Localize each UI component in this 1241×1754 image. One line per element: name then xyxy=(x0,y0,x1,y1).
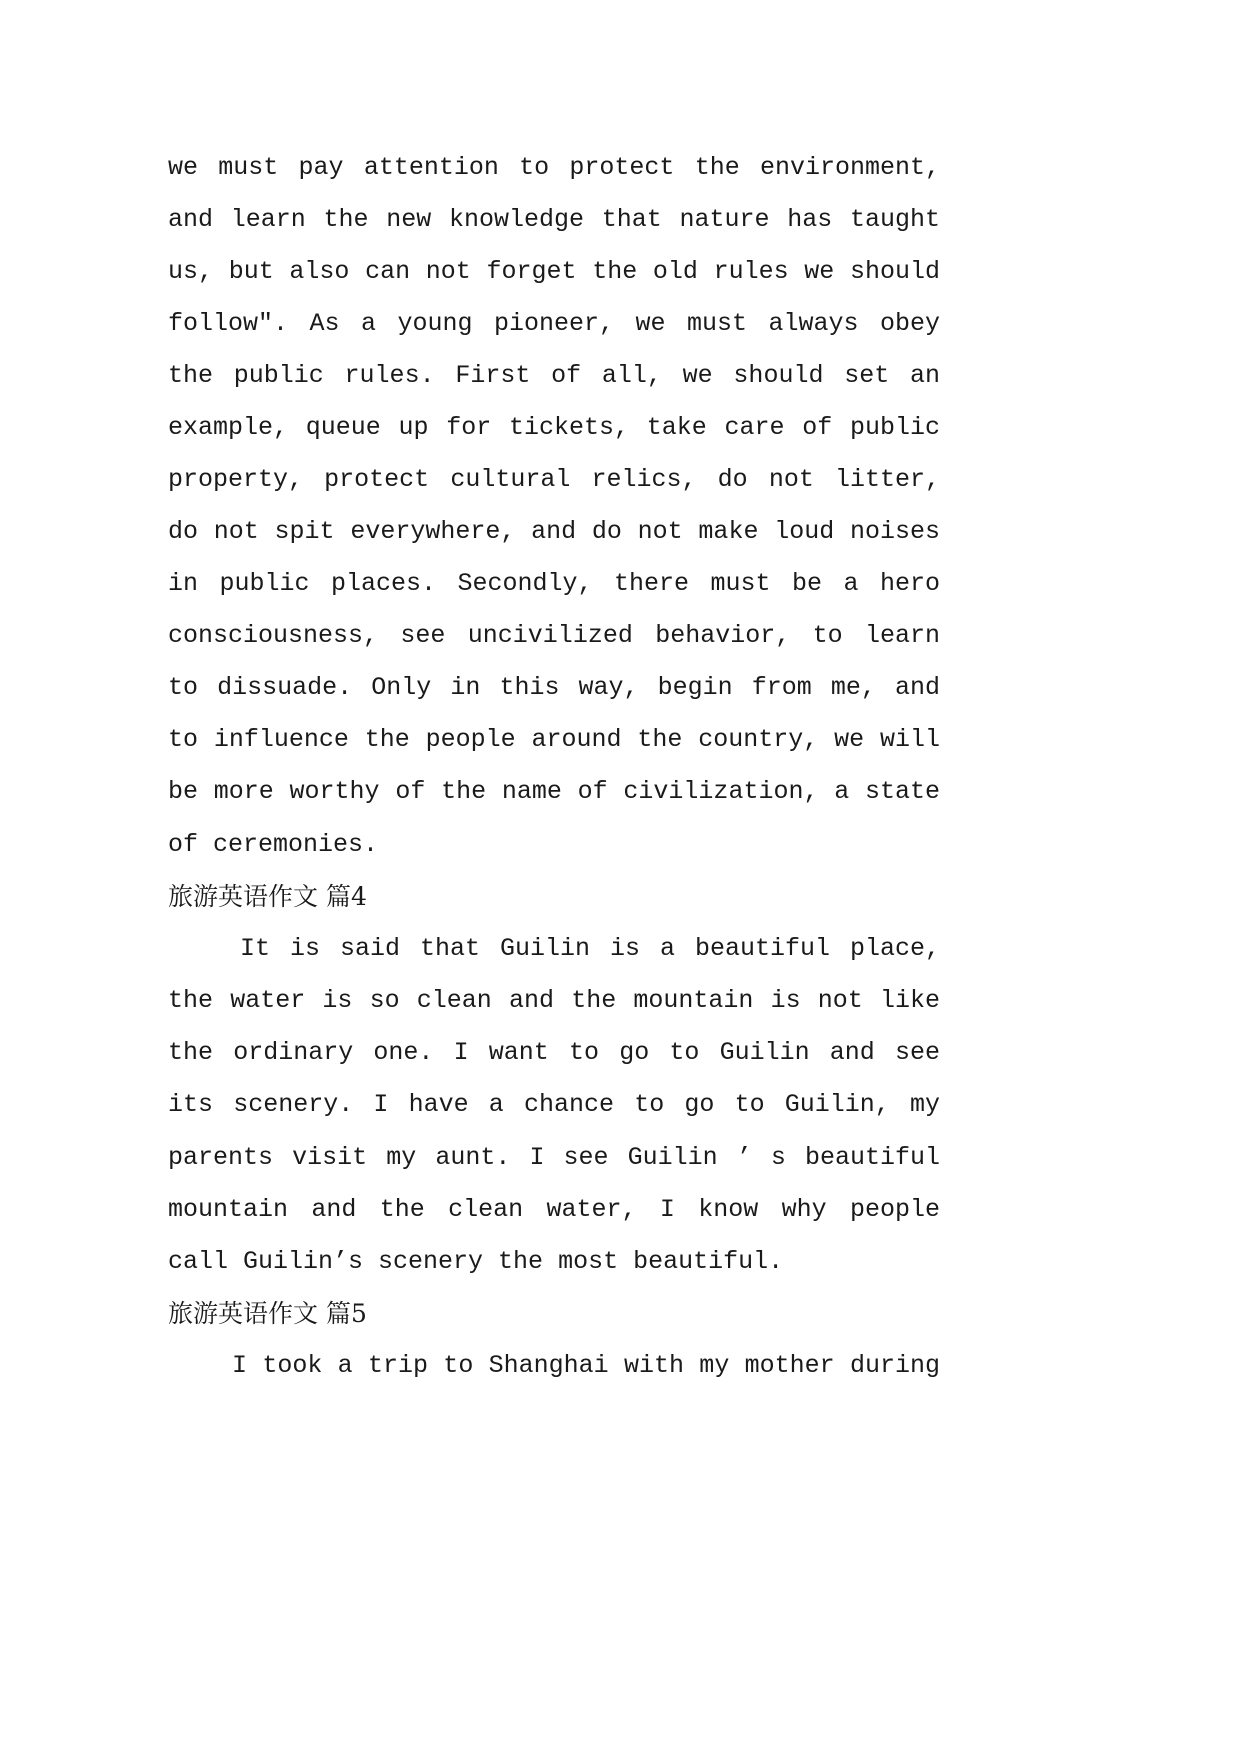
text-line: do not spit everywhere, and do not make loud noises xyxy=(168,517,940,546)
text-line: its scenery. I have a chance to go to Guilin, my xyxy=(168,1090,940,1119)
text-line: of ceremonies. xyxy=(168,830,379,859)
text-line: to dissuade. Only in this way, begin from me, and xyxy=(168,673,940,702)
text-line: example, queue up for tickets, take care of public xyxy=(168,413,940,442)
text-line: property, protect cultural relics, do not litter, xyxy=(168,465,940,494)
text-line: be more worthy of the name of civilization, a state xyxy=(168,777,940,806)
section-heading: 旅游英语作文 篇4 xyxy=(168,882,367,911)
text-line: follow". As a young pioneer, we must always obey xyxy=(168,309,940,338)
text-line: the public rules. First of all, we should set an xyxy=(168,361,940,390)
text-line: consciousness, see uncivilized behavior, to learn xyxy=(168,621,940,650)
text-line: It is said that Guilin is a beautiful place, xyxy=(240,934,940,963)
text-line: mountain and the clean water, I know why people xyxy=(168,1195,940,1224)
text-line: to influence the people around the country, we will xyxy=(168,725,940,754)
text-line: call Guilin’s scenery the most beautiful. xyxy=(168,1247,784,1276)
text-line: in public places. Secondly, there must be a hero xyxy=(168,569,940,598)
text-line: the water is so clean and the mountain is not like xyxy=(168,986,940,1015)
text-line: the ordinary one. I want to go to Guilin and see xyxy=(168,1038,940,1067)
text-line: and learn the new knowledge that nature has taught xyxy=(168,205,940,234)
text-line: I took a trip to Shanghai with my mother during xyxy=(232,1351,940,1380)
text-line: parents visit my aunt. I see Guilin ’ s beautiful xyxy=(168,1143,940,1172)
section-heading: 旅游英语作文 篇5 xyxy=(168,1299,367,1328)
text-line: us, but also can not forget the old rules we should xyxy=(168,257,940,286)
text-line: we must pay attention to protect the environment, xyxy=(168,153,940,182)
